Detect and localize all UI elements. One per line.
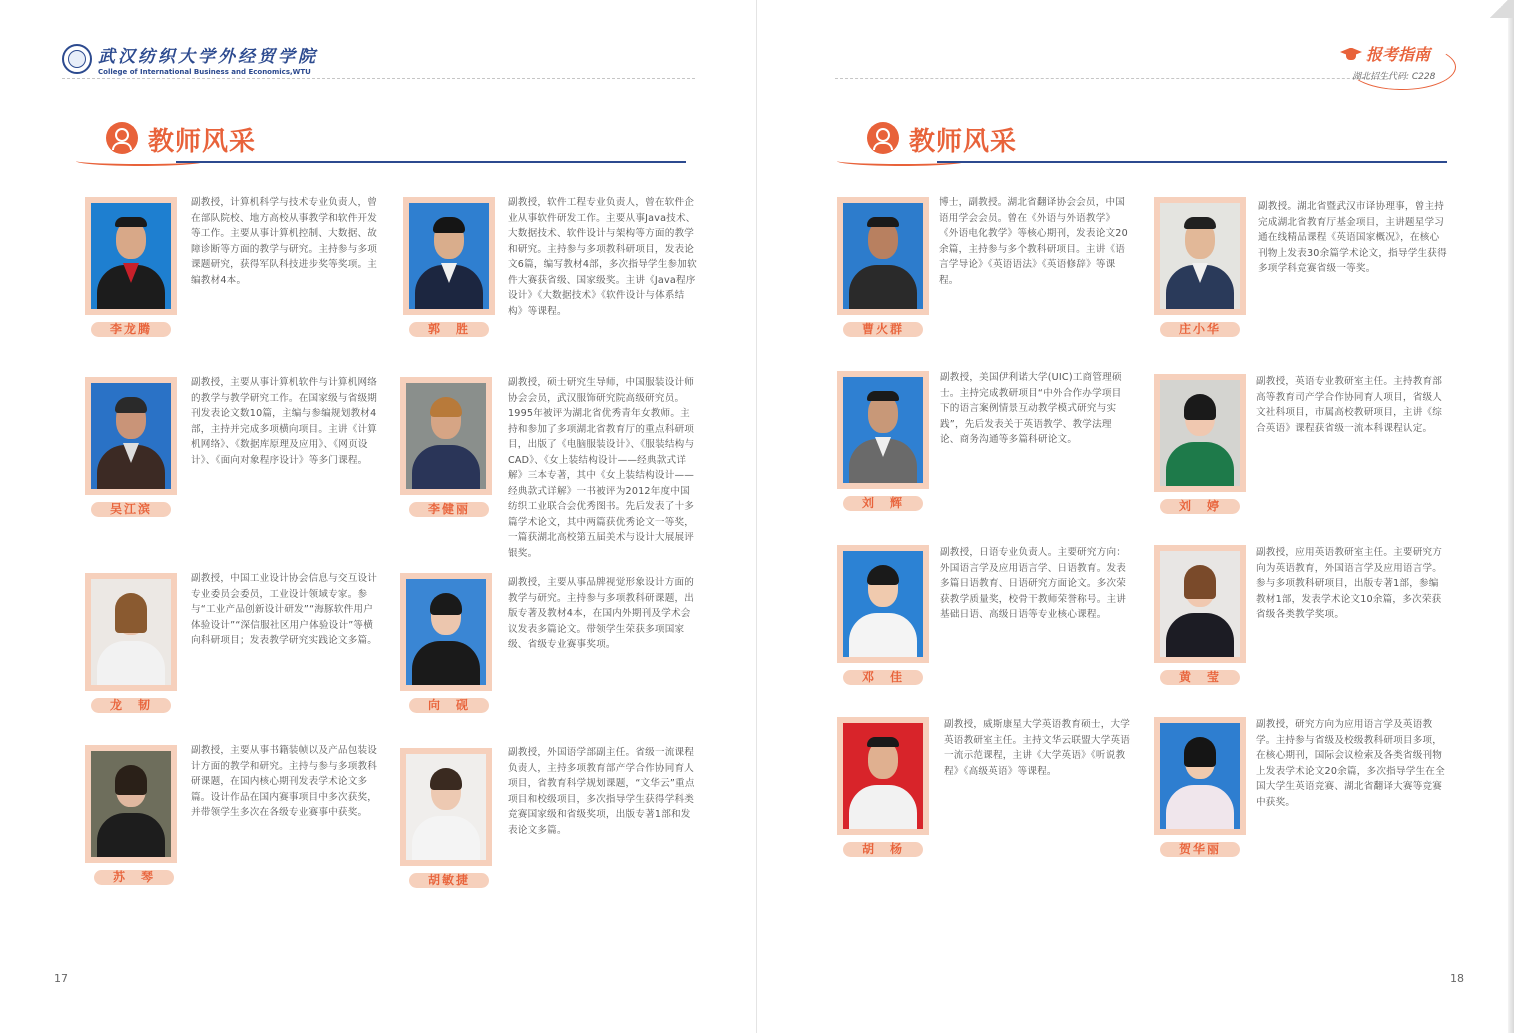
teacher-icon (867, 122, 899, 154)
teacher-name: 庄小华 (1160, 322, 1240, 337)
teacher-name: 李龙腾 (91, 322, 171, 337)
page-number: 17 (54, 972, 68, 985)
section-header (76, 118, 686, 168)
teacher-name: 胡 杨 (843, 842, 923, 857)
right-page (757, 0, 1514, 1033)
teacher-bio: 副教授，应用英语教研室主任。主要研究方向为英语教育，外国语言学及应用语言学。参与多项教科研项目，出版专著1部，参编教材1部，发表学术论文10余篇，多次荣获省级各类教学奖项。 (1256, 547, 1443, 620)
school-name-cn: 武汉纺织大学外经贸学院 (98, 47, 318, 67)
title-rule (176, 161, 686, 163)
teacher-name: 李健丽 (409, 502, 489, 517)
guide-label: 报考指南 (1366, 45, 1431, 64)
teacher-photo (837, 197, 929, 315)
teacher-bio: 副教授，主要从事书籍装帧以及产品包装设计方面的教学和研究。主持与参与多项教科研课题，在国内核心期刊发表学术论文多篇。设计作品在国内赛事项目中多次获奖，并带领学生多次在各级专业赛事中获奖。 (191, 745, 378, 818)
admission-guide-badge (1340, 42, 1450, 92)
teacher-bio: 副教授，日语专业负责人。主要研究方向：外国语言学及应用语言学、日语教育。发表多篇日语教育、日语研究方面论文。多次荣获教学质量奖，校骨干教师荣誉称号。主讲基础日语、高级日语等专业核心课程。 (940, 547, 1127, 620)
teacher-bio: 副教授，中国工业设计协会信息与交互设计专业委员会委员，工业设计领域专家。参与“工业产品创新设计研发”“海豚软件用户体验设计”“深信服社区用户体验设计”等横向科研项目；发表教学研究实践论文多篇。 (191, 573, 378, 646)
section-title: 教师风采 (148, 127, 257, 157)
section-header (837, 118, 1447, 168)
teacher-bio: 副教授，威斯康星大学英语教育硕士，大学英语教研室主任。主持文华云联盟大学英语一流示范课程，主讲《大学英语》《听说教程》《高级英语》等课程。 (944, 719, 1131, 777)
teacher-bio: 副教授，研究方向为应用语言学及英语教学。主持参与省级及校级教科研项目多项，在核心期刊，国际会议检索及各类省级刊物上发表学术论文20余篇，多次指导学生在全国大学生英语竞赛、湖北省翻译大赛等竞赛中获奖。 (1256, 719, 1445, 808)
title-rule (937, 161, 1447, 163)
header-divider (835, 78, 1390, 79)
teacher-bio: 副教授，计算机科学与技术专业负责人，曾在部队院校、地方高校从事教学和软件开发等工作。主要从事计算机控制、大数据、故障诊断等方面的教学与研究。主持参与多项课题研究，获得军队科技进步奖等奖项。主编教材4本。 (191, 197, 378, 286)
teacher-photo (85, 197, 177, 315)
page-number: 18 (1450, 972, 1464, 985)
teacher-icon (106, 122, 138, 154)
enrollment-code: 湖北招生代码: C228 (1352, 72, 1436, 82)
teacher-name: 刘 辉 (843, 496, 923, 511)
teacher-name: 刘 婷 (1160, 499, 1240, 514)
teacher-name: 龙 韧 (91, 698, 171, 713)
teacher-photo (1154, 197, 1246, 315)
teacher-name: 郭 胜 (409, 322, 489, 337)
teacher-photo (837, 371, 929, 489)
teacher-bio: 博士，副教授。湖北省翻译协会会员，中国语用学会会员。曾在《外语与外语教学》《外语电化教学》等核心期刊，发表论文20余篇，主持参与多个教科研项目。主讲《语言学导论》《英语语法》《英语修辞》等课程。 (939, 197, 1128, 286)
teacher-bio: 副教授，美国伊利诺大学(UIC)工商管理硕士。主持完成教研项目“中外合作办学项目下的语言案例情景互动教学模式研究与实践”，先后发表关于英语教学、教学法理论、商务沟通等多篇科研论文。 (940, 372, 1122, 445)
teacher-photo (400, 573, 492, 691)
teacher-bio: 副教授，主要从事计算机软件与计算机网络的教学与教学研究工作。在国家级与省级期刊发表论文数10篇，主编与参编规划教材4部，主持并完成多项横向项目。主讲《计算机网络》、《数据库原理及应用》、《网页设计》、《面向对象程序设计》等多门课程。 (191, 377, 378, 466)
teacher-bio: 副教授，硕士研究生导师，中国服装设计师协会会员，武汉服饰研究院高级研究员。1995年被评为湖北省优秀青年女教师。主持和参加了多项湖北省教育厅的重点科研项目，出版了《电脑服装设计》、《服装结构与CAD》、《女上装结构设计——经典款式详解》三本专著，其中《女上装结构设计——经典款式详解》一书被评为2012年度中国纺织工业联合会优秀图书。先后发表了十多篇学术论文，其中两篇获优秀论文一等奖，一篇获湖北高校第五届美术与设计大展展评银奖。 (508, 377, 695, 559)
teacher-photo (400, 748, 492, 866)
teacher-bio: 副教授，主要从事品牌视觉形象设计方面的教学与研究。主持参与多项教科研课题，出版专著及教材4本，在国内外期刊及学术会议发表多篇论文。带领学生荣获多项国家级、省级专业赛事奖项。 (508, 577, 695, 650)
section-title: 教师风采 (909, 127, 1018, 157)
teacher-photo (85, 377, 177, 495)
teacher-name: 邓 佳 (843, 670, 923, 685)
teacher-photo (1154, 545, 1246, 663)
teacher-name: 黄 莹 (1160, 670, 1240, 685)
teacher-bio: 副教授，外国语学部副主任。省级一流课程负责人，主持多项教育部产学合作协同育人项目，省教育科学规划课题，“文华云”重点项目和校级项目，多次指导学生获得学科类竞赛国家级和省级奖项，出版专著1部和发表论文多篇。 (508, 747, 695, 836)
graduation-cap-icon (1340, 46, 1362, 62)
school-logo (62, 42, 318, 76)
teacher-photo (837, 717, 929, 835)
teacher-name: 胡敏捷 (409, 873, 489, 888)
teacher-bio: 副教授，软件工程专业负责人，曾在软件企业从事软件研发工作。主要从事Java技术、大数据技术、软件设计与架构等方面的教学和研究。主持参与多项教科研项目，发表论文6篇，编写教材4部，多次指导学生参加软件大赛获省级、国家级奖。主讲《Java程序设计》《大数据技术》《软件设计与体系结构》等课程。 (508, 197, 697, 317)
teacher-name: 向 砚 (409, 698, 489, 713)
teacher-photo (1154, 374, 1246, 492)
teacher-photo (400, 377, 492, 495)
teacher-photo (85, 573, 177, 691)
teacher-bio: 副教授。湖北省暨武汉市译协理事，曾主持完成湖北省教育厅基金项目，主讲题星学习通在线精品课程《英语国家概况》，在核心刊物上发表30余篇学术论文，指导学生获得多项学科竞赛省级一等奖。 (1258, 201, 1447, 274)
teacher-photo (1154, 717, 1246, 835)
teacher-photo (85, 745, 177, 863)
header-divider (62, 78, 695, 79)
school-seal-icon (62, 44, 92, 74)
teacher-name: 苏 琴 (94, 870, 174, 885)
teacher-name: 吴江滨 (91, 502, 171, 517)
teacher-photo (837, 545, 929, 663)
teacher-name: 曹火群 (843, 322, 923, 337)
teacher-bio: 副教授，英语专业教研室主任。主持教育部高等教育司产学合作协同育人项目，省级人文社科项目，市属高校教研项目，主讲《综合英语》课程获省级一流本科课程认定。 (1256, 376, 1443, 434)
school-name-en: College of International Business and Economics,WTU (98, 68, 311, 76)
teacher-photo (403, 197, 495, 315)
teacher-name: 贺华丽 (1160, 842, 1240, 857)
